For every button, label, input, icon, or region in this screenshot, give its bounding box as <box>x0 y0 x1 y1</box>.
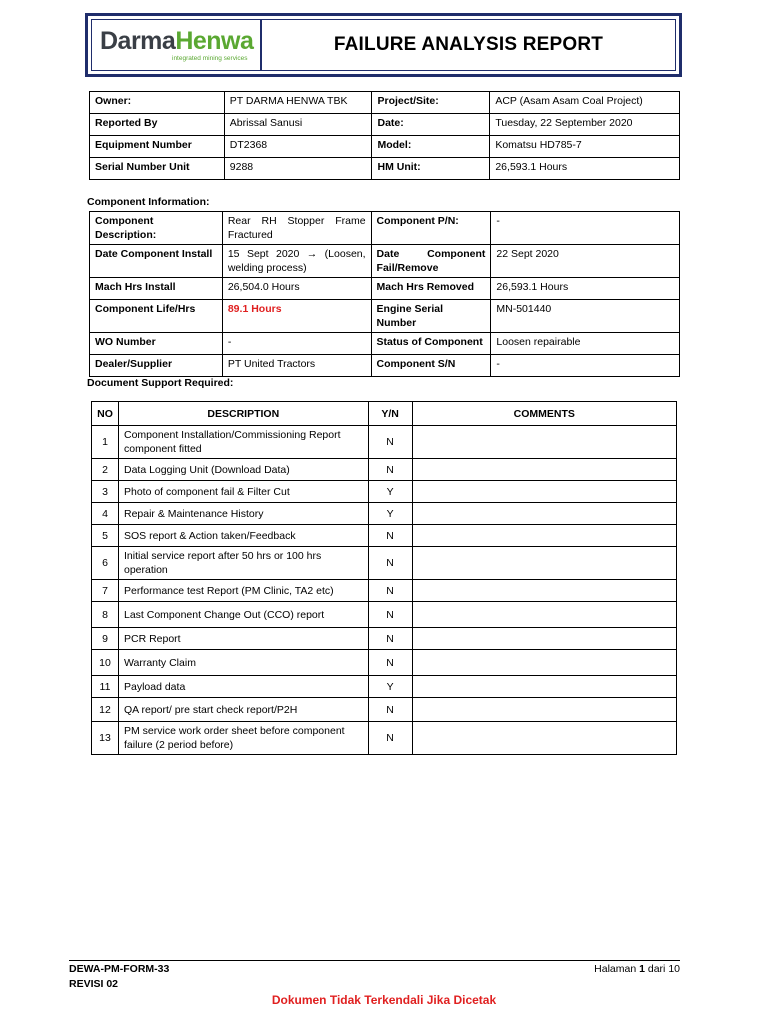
doc-description: Initial service report after 50 hrs or 100 hrs operation <box>118 547 368 580</box>
component-label: Date Component Fail/Remove <box>371 245 491 278</box>
document-row <box>92 602 677 628</box>
report-header <box>85 13 682 77</box>
title-box <box>262 20 675 70</box>
component-row <box>90 355 680 377</box>
info-label: Reported By <box>90 114 225 136</box>
info-label: Model: <box>372 136 490 158</box>
component-label: Component P/N: <box>371 212 491 245</box>
doc-yn: N <box>368 628 412 650</box>
info-value: Tuesday, 22 September 2020 <box>490 114 680 136</box>
document-row <box>92 676 677 698</box>
doc-description: Component Installation/Commissioning Report component fitted <box>118 426 368 459</box>
document-row <box>92 698 677 722</box>
doc-number: 10 <box>92 650 119 676</box>
report-title: FAILURE ANALYSIS REPORT <box>333 34 604 55</box>
footer-divider <box>69 960 680 961</box>
info-row <box>90 114 680 136</box>
page-total: 10 <box>668 963 680 975</box>
info-label: Equipment Number <box>90 136 225 158</box>
doc-description: Data Logging Unit (Download Data) <box>118 459 368 481</box>
component-value: - <box>222 333 371 355</box>
document-row <box>92 547 677 580</box>
docs-header-row <box>92 402 677 426</box>
doc-yn: N <box>368 547 412 580</box>
component-label: Component Life/Hrs <box>90 300 223 333</box>
col-header-yn: Y/N <box>368 402 412 426</box>
info-row <box>90 158 680 180</box>
component-row <box>90 300 680 333</box>
info-value: 26,593.1 Hours <box>490 158 680 180</box>
doc-number: 3 <box>92 481 119 503</box>
info-value: Abrissal Sanusi <box>224 114 372 136</box>
component-row <box>90 245 680 278</box>
doc-number: 5 <box>92 525 119 547</box>
uncontrolled-document-notice: Dokumen Tidak Terkendali Jika Dicetak <box>271 993 497 1007</box>
doc-description: PCR Report <box>118 628 368 650</box>
doc-comment <box>412 698 676 722</box>
component-value: PT United Tractors <box>222 355 371 377</box>
doc-yn: N <box>368 650 412 676</box>
document-row <box>92 722 677 755</box>
doc-yn: Y <box>368 503 412 525</box>
document-row <box>92 580 677 602</box>
header-inner-frame <box>91 19 676 71</box>
component-label: Date Component Install <box>90 245 223 278</box>
document-support-table <box>91 401 677 755</box>
doc-description: Payload data <box>118 676 368 698</box>
doc-description: QA report/ pre start check report/P2H <box>118 698 368 722</box>
document-row <box>92 628 677 650</box>
component-row <box>90 333 680 355</box>
company-logo <box>92 20 262 70</box>
info-label: Date: <box>372 114 490 136</box>
logo-wordmark <box>100 28 260 54</box>
form-code: DEWA-PM-FORM-33 <box>69 963 170 975</box>
logo-tagline: integrated mining services <box>172 55 248 62</box>
doc-yn: Y <box>368 676 412 698</box>
doc-description: Repair & Maintenance History <box>118 503 368 525</box>
info-label: Project/Site: <box>372 92 490 114</box>
component-label: Component Description: <box>90 212 223 245</box>
component-label: Mach Hrs Removed <box>371 278 491 300</box>
doc-comment <box>412 602 676 628</box>
document-row <box>92 503 677 525</box>
info-value: ACP (Asam Asam Coal Project) <box>490 92 680 114</box>
doc-comment <box>412 580 676 602</box>
doc-number: 1 <box>92 426 119 459</box>
doc-description: Photo of component fail & Filter Cut <box>118 481 368 503</box>
component-label: Status of Component <box>371 333 491 355</box>
component-value: Loosen repairable <box>491 333 680 355</box>
info-value: 9288 <box>224 158 372 180</box>
doc-comment <box>412 426 676 459</box>
doc-description: PM service work order sheet before component failure (2 period before) <box>118 722 368 755</box>
doc-number: 13 <box>92 722 119 755</box>
col-header-comments: COMMENTS <box>412 402 676 426</box>
info-label: HM Unit: <box>372 158 490 180</box>
document-row <box>92 525 677 547</box>
doc-number: 9 <box>92 628 119 650</box>
doc-description: Performance test Report (PM Clinic, TA2 etc) <box>118 580 368 602</box>
doc-yn: N <box>368 698 412 722</box>
unit-info-table <box>89 91 680 180</box>
doc-comment <box>412 628 676 650</box>
component-value: Rear RH Stopper Frame Fractured <box>222 212 371 245</box>
doc-comment <box>412 459 676 481</box>
component-label: Dealer/Supplier <box>90 355 223 377</box>
info-label: Serial Number Unit <box>90 158 225 180</box>
doc-number: 2 <box>92 459 119 481</box>
info-value: PT DARMA HENWA TBK <box>224 92 372 114</box>
doc-comment <box>412 481 676 503</box>
info-row <box>90 92 680 114</box>
info-row <box>90 136 680 158</box>
component-value: 26,593.1 Hours <box>491 278 680 300</box>
document-row <box>92 650 677 676</box>
doc-yn: N <box>368 426 412 459</box>
doc-description: SOS report & Action taken/Feedback <box>118 525 368 547</box>
component-value: 15 Sept 2020 → (Loosen, welding process) <box>222 245 371 278</box>
docs-section-title: Document Support Required: <box>87 377 234 389</box>
component-section-title: Component Information: <box>87 196 210 208</box>
info-label: Owner: <box>90 92 225 114</box>
doc-yn: N <box>368 459 412 481</box>
component-info-table <box>89 211 680 377</box>
component-label: Engine Serial Number <box>371 300 491 333</box>
page-indicator <box>594 963 680 975</box>
component-value: 26,504.0 Hours <box>222 278 371 300</box>
doc-number: 7 <box>92 580 119 602</box>
logo-part2: Henwa <box>175 27 254 55</box>
doc-comment <box>412 547 676 580</box>
component-value: MN-501440 <box>491 300 680 333</box>
doc-number: 4 <box>92 503 119 525</box>
doc-number: 11 <box>92 676 119 698</box>
document-row <box>92 426 677 459</box>
document-row <box>92 481 677 503</box>
doc-description: Last Component Change Out (CCO) report <box>118 602 368 628</box>
revision-label: REVISI 02 <box>69 978 119 990</box>
component-row <box>90 278 680 300</box>
doc-description: Warranty Claim <box>118 650 368 676</box>
component-value: - <box>491 355 680 377</box>
doc-comment <box>412 676 676 698</box>
doc-comment <box>412 503 676 525</box>
doc-comment <box>412 722 676 755</box>
doc-number: 8 <box>92 602 119 628</box>
component-value: 89.1 Hours <box>222 300 371 333</box>
component-value: 22 Sept 2020 <box>491 245 680 278</box>
doc-yn: N <box>368 580 412 602</box>
component-label: Component S/N <box>371 355 491 377</box>
doc-yn: Y <box>368 481 412 503</box>
doc-yn: N <box>368 602 412 628</box>
page-sep: dari <box>647 963 666 975</box>
info-value: Komatsu HD785-7 <box>490 136 680 158</box>
doc-yn: N <box>368 525 412 547</box>
page-current: 1 <box>639 963 645 975</box>
component-row <box>90 212 680 245</box>
document-row <box>92 459 677 481</box>
info-value: DT2368 <box>224 136 372 158</box>
component-label: Mach Hrs Install <box>90 278 223 300</box>
col-header-description: DESCRIPTION <box>118 402 368 426</box>
logo-part1: Darma <box>100 27 176 55</box>
doc-yn: N <box>368 722 412 755</box>
doc-number: 6 <box>92 547 119 580</box>
col-header-no: NO <box>92 402 119 426</box>
doc-comment <box>412 525 676 547</box>
component-label: WO Number <box>90 333 223 355</box>
page-prefix: Halaman <box>594 963 637 975</box>
component-value: - <box>491 212 680 245</box>
doc-number: 12 <box>92 698 119 722</box>
doc-comment <box>412 650 676 676</box>
